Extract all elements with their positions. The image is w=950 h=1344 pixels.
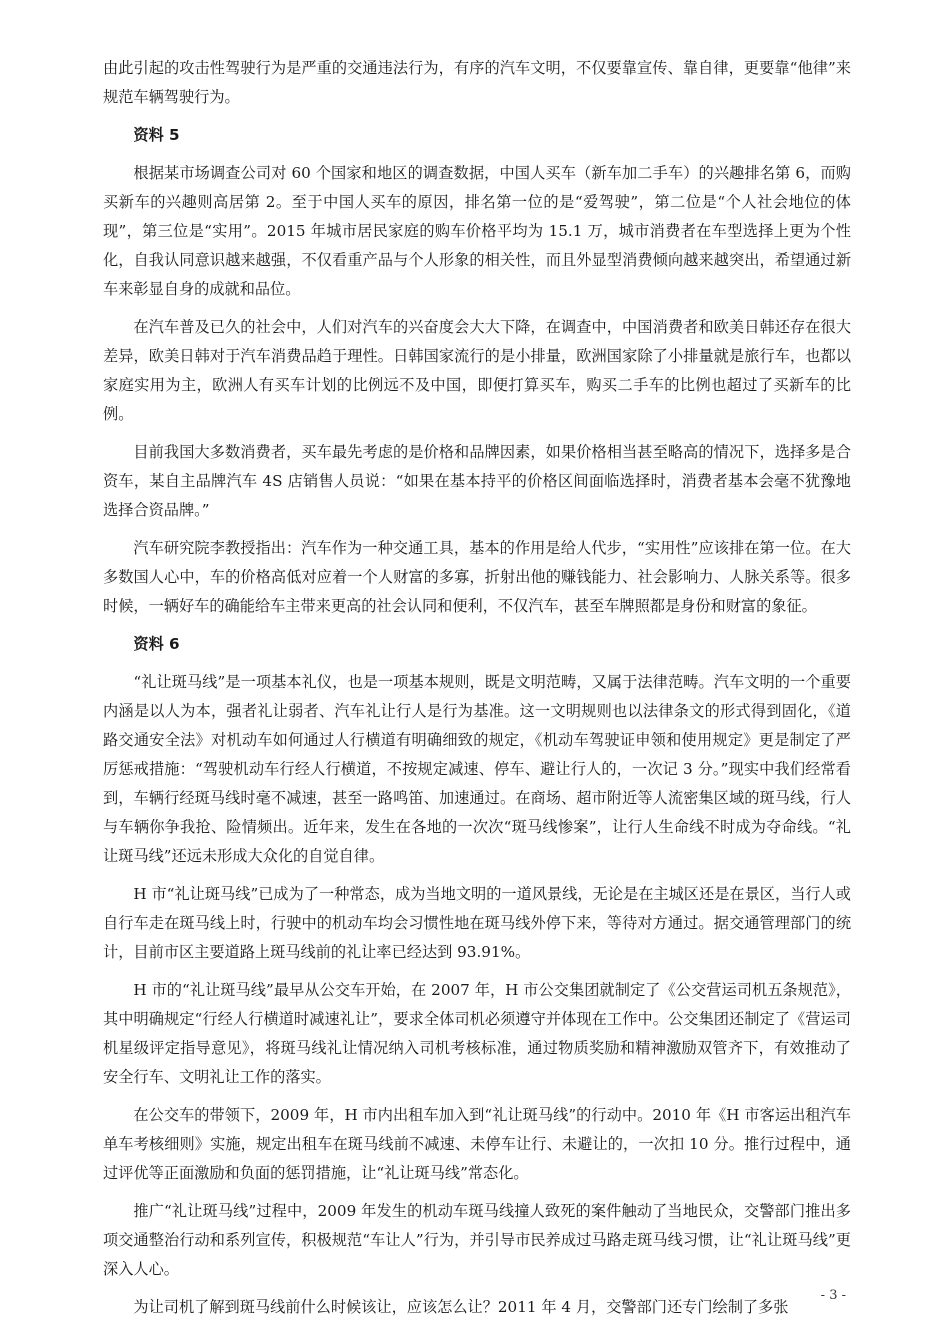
section-6-paragraph: 在公交车的带领下，2009 年，H 市内出租车加入到“礼让斑马线”的行动中。2010 年《H 市客运出租汽车单车考核细则》实施，规定出租车在斑马线前不减速、未停车让行、未避让的，一次扣 10 分。推行过程中，通过评优等正面激励和负面的惩罚措施，让“礼让斑马线”常态化。 bbox=[103, 1106, 851, 1182]
intro-paragraph: 由此引起的攻击性驾驶行为是严重的交通违法行为，有序的汽车文明，不仅要靠宣传、靠自律，更要靠“他律”来规范车辆驾驶行为。 bbox=[103, 59, 851, 106]
document-body bbox=[103, 54, 851, 1331]
section-6-paragraph: 推广“礼让斑马线”过程中，2009 年发生的机动车斑马线撞人致死的案件触动了当地民众，交警部门推出多项交通整治行动和系列宣传，积极规范“车让人”行为，并引导市民养成过马路走斑马线习惯，让“礼让斑马线”更深入人心。 bbox=[103, 1202, 851, 1278]
section-6-heading: 资料 6 bbox=[133, 635, 180, 653]
section-5-paragraph: 目前我国大多数消费者，买车最先考虑的是价格和品牌因素，如果价格相当甚至略高的情况下，选择多是合资车，某自主品牌汽车 4S 店销售人员说：“如果在基本持平的价格区间面临选择时，消费者基本会毫不犹豫地选择合资品牌。” bbox=[103, 443, 851, 519]
section-6-paragraph: 为让司机了解到斑马线前什么时候该让，应该怎么让？2011 年 4 月，交警部门还专门绘制了多张 bbox=[133, 1298, 789, 1316]
section-5-paragraph: 根据某市场调查公司对 60 个国家和地区的调查数据，中国人买车（新车加二手车）的兴趣排名第 6，而购买新车的兴趣则高居第 2。至于中国人买车的原因，排名第一位的是“爱驾驶”，第二位是“个人社会地位的体现”，第三位是“实用”。2015 年城市居民家庭的购车价格平均为 15.1 万，城市消费者在车型选择上更为个性化，自我认同意识越来越强，不仅看重产品与个人形象的相关性，而且外显型消费倾向越来越突出，希望通过新车来彰显自身的成就和品位。 bbox=[103, 164, 851, 298]
page-number: - 3 - bbox=[820, 1288, 846, 1303]
section-5-paragraph: 在汽车普及已久的社会中，人们对汽车的兴奋度会大大下降，在调查中，中国消费者和欧美日韩还存在很大差异，欧美日韩对于汽车消费品趋于理性。日韩国家流行的是小排量，欧洲国家除了小排量就是旅行车，也都以家庭实用为主，欧洲人有买车计划的比例远不及中国，即便打算买车，购买二手车的比例也超过了买新车的比例。 bbox=[103, 318, 851, 423]
section-5-heading: 资料 5 bbox=[133, 126, 180, 144]
section-6-paragraph: H 市“礼让斑马线”已成为了一种常态，成为当地文明的一道风景线，无论是在主城区还是在景区，当行人或自行车走在斑马线上时，行驶中的机动车均会习惯性地在斑马线外停下来，等待对方通过。据交通管理部门的统计，目前市区主要道路上斑马线前的礼让率已经达到 93.91%。 bbox=[103, 885, 851, 961]
section-6-paragraph: H 市的“礼让斑马线”最早从公交车开始，在 2007 年，H 市公交集团就制定了《公交营运司机五条规范》，其中明确规定“行经人行横道时减速礼让”，要求全体司机必须遵守并体现在工作中。公交集团还制定了《营运司机星级评定指导意见》，将斑马线礼让情况纳入司机考核标准，通过物质奖励和精神激励双管齐下，有效推动了安全行车、文明礼让工作的落实。 bbox=[103, 981, 851, 1086]
section-5-paragraph: 汽车研究院李教授指出：汽车作为一种交通工具，基本的作用是给人代步，“实用性”应该排在第一位。在大多数国人心中，车的价格高低对应着一个人财富的多寡，折射出他的赚钱能力、社会影响力、人脉关系等。很多时候，一辆好车的确能给车主带来更高的社会认同和便利，不仅汽车，甚至车牌照都是身份和财富的象征。 bbox=[103, 539, 851, 615]
section-6-paragraph: “礼让斑马线”是一项基本礼仪，也是一项基本规则，既是文明范畴，又属于法律范畴。汽车文明的一个重要内涵是以人为本，强者礼让弱者、汽车礼让行人是行为基准。这一文明规则也以法律条文的形式得到固化，《道路交通安全法》对机动车如何通过人行横道有明确细致的规定，《机动车驾驶证申领和使用规定》更是制定了严厉惩戒措施：“驾驶机动车行经人行横道，不按规定减速、停车、避让行人的，一次记 3 分。”现实中我们经常看到，车辆行经斑马线时毫不减速，甚至一路鸣笛、加速通过。在商场、超市附近等人流密集区域的斑马线，行人与车辆你争我抢、险情频出。近年来，发生在各地的一次次“斑马线惨案”，让行人生命线不时成为夺命线。“礼让斑马线”还远未形成大众化的自觉自律。 bbox=[103, 673, 851, 865]
